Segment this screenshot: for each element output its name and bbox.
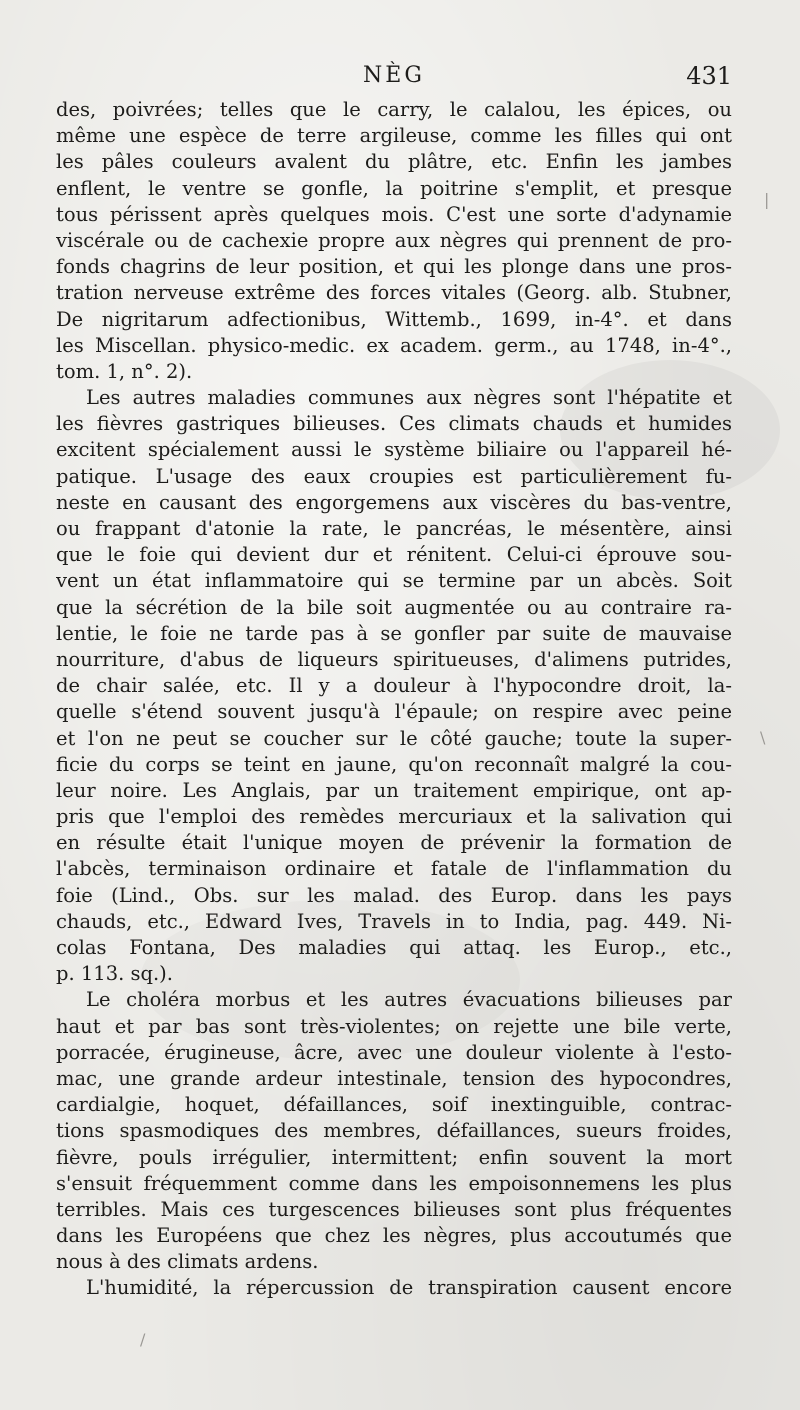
text-line: mac, une grande ardeur intestinale, tension des hypocondres,	[56, 1066, 732, 1090]
text-line: ficie du corps se teint en jaune, qu'on reconnaît malgré la cou-	[56, 752, 732, 776]
text-line: cardialgie, hoquet, défaillances, soif inextinguible, contrac-	[56, 1093, 732, 1117]
text-line: excitent spécialement aussi le système biliaire ou l'appareil hé-	[56, 438, 732, 462]
text-line: que le foie qui devient dur et rénitent. Celui-ci éprouve sou-	[56, 543, 732, 567]
running-head	[56, 58, 732, 98]
text-line: tration nerveuse extrême des forces vitales (Georg. alb. Stubner,	[56, 281, 732, 305]
text-line: l'abcès, terminaison ordinaire et fatale de l'inflammation du	[56, 857, 732, 881]
body-text	[56, 97, 732, 1302]
text-line: pris que l'emploi des remèdes mercuriaux et la salivation qui	[56, 805, 732, 829]
text-line: quelle s'étend souvent jusqu'à l'épaule; on respire avec peine	[56, 700, 732, 724]
paragraph-start-line: L'humidité, la répercussion de transpiration causent encore	[86, 1276, 732, 1300]
text-line: même une espèce de terre argileuse, comme les filles qui ont	[56, 124, 732, 148]
text-line: neste en causant des engorgemens aux viscères du bas-ventre,	[56, 490, 732, 514]
text-line: vent un état inflammatoire qui se termine par un abcès. Soit	[56, 569, 732, 593]
text-line: les pâles couleurs avalent du plâtre, etc. Enfin les jambes	[56, 150, 732, 174]
margin-tick-mark: |	[764, 190, 770, 209]
text-line: et l'on ne peut se coucher sur le côté gauche; toute la super-	[56, 726, 732, 750]
text-line: foie (Lind., Obs. sur les malad. des Europ. dans les pays	[56, 883, 732, 907]
text-line: chauds, etc., Edward Ives, Travels in to India, pag. 449. Ni-	[56, 909, 732, 933]
text-line: s'ensuit fréquemment comme dans les empoisonnemens les plus	[56, 1171, 732, 1195]
text-line: nourriture, d'abus de liqueurs spiritueuses, d'alimens putrides,	[56, 647, 732, 671]
paragraph-start-line: Les autres maladies communes aux nègres sont l'hépatite et	[86, 386, 732, 410]
text-line: de chair salée, etc. Il y a douleur à l'hypocondre droit, la-	[56, 674, 732, 698]
text-line: dans les Européens que chez les nègres, plus accoutumés que	[56, 1224, 732, 1248]
text-line: enflent, le ventre se gonfle, la poitrine s'emplit, et presque	[56, 176, 732, 200]
text-line: ou frappant d'atonie la rate, le pancréas, le mésentère, ainsi	[56, 517, 732, 540]
text-line: p. 113. sq.).	[56, 962, 173, 986]
text-line: tom. 1, n°. 2).	[56, 359, 193, 383]
text-line: les Miscellan. physico-medic. ex academ. germ., au 1748, in-4°.,	[56, 333, 732, 357]
text-line: patique. L'usage des eaux croupies est particulièrement fu-	[56, 464, 732, 488]
text-line: tous périssent après quelques mois. C'est une sorte d'adynamie	[56, 202, 732, 226]
text-line: fièvre, pouls irrégulier, intermittent; enfin souvent la mort	[56, 1145, 732, 1169]
text-line: des, poivrées; telles que le carry, le calalou, les épices, ou	[56, 98, 732, 121]
text-line: en résulte était l'unique moyen de prévenir la formation de	[56, 831, 732, 855]
margin-tick-mark: \	[760, 728, 766, 747]
page-number: 431	[686, 62, 732, 90]
text-line: viscérale ou de cachexie propre aux nègres qui prennent de pro-	[56, 228, 732, 252]
text-line: les fièvres gastriques bilieuses. Ces climats chauds et humides	[56, 412, 732, 436]
margin-tick-mark: /	[140, 1330, 146, 1349]
running-head-title: NÈG	[363, 63, 425, 88]
paragraph-start-line: Le choléra morbus et les autres évacuations bilieuses par	[86, 988, 732, 1012]
text-line: colas Fontana, Des maladies qui attaq. les Europ., etc.,	[56, 936, 732, 959]
text-line: que la sécrétion de la bile soit augmentée ou au contraire ra-	[56, 595, 732, 619]
text-line: lentie, le foie ne tarde pas à se gonfler par suite de mauvaise	[56, 621, 732, 645]
text-line: fonds chagrins de leur position, et qui les plonge dans une pros-	[56, 255, 732, 279]
text-line: tions spasmodiques des membres, défaillances, sueurs froides,	[56, 1119, 732, 1143]
text-line: haut et par bas sont très-violentes; on rejette une bile verte,	[56, 1014, 732, 1038]
text-line: leur noire. Les Anglais, par un traitement empirique, ont ap-	[56, 778, 732, 802]
text-line: terribles. Mais ces turgescences bilieuses sont plus fréquentes	[56, 1197, 732, 1221]
text-line: nous à des climats ardens.	[56, 1250, 319, 1274]
text-line: porracée, érugineuse, âcre, avec une douleur violente à l'esto-	[56, 1040, 732, 1064]
text-line: De nigritarum adfectionibus, Wittemb., 1699, in-4°. et dans	[56, 307, 732, 331]
